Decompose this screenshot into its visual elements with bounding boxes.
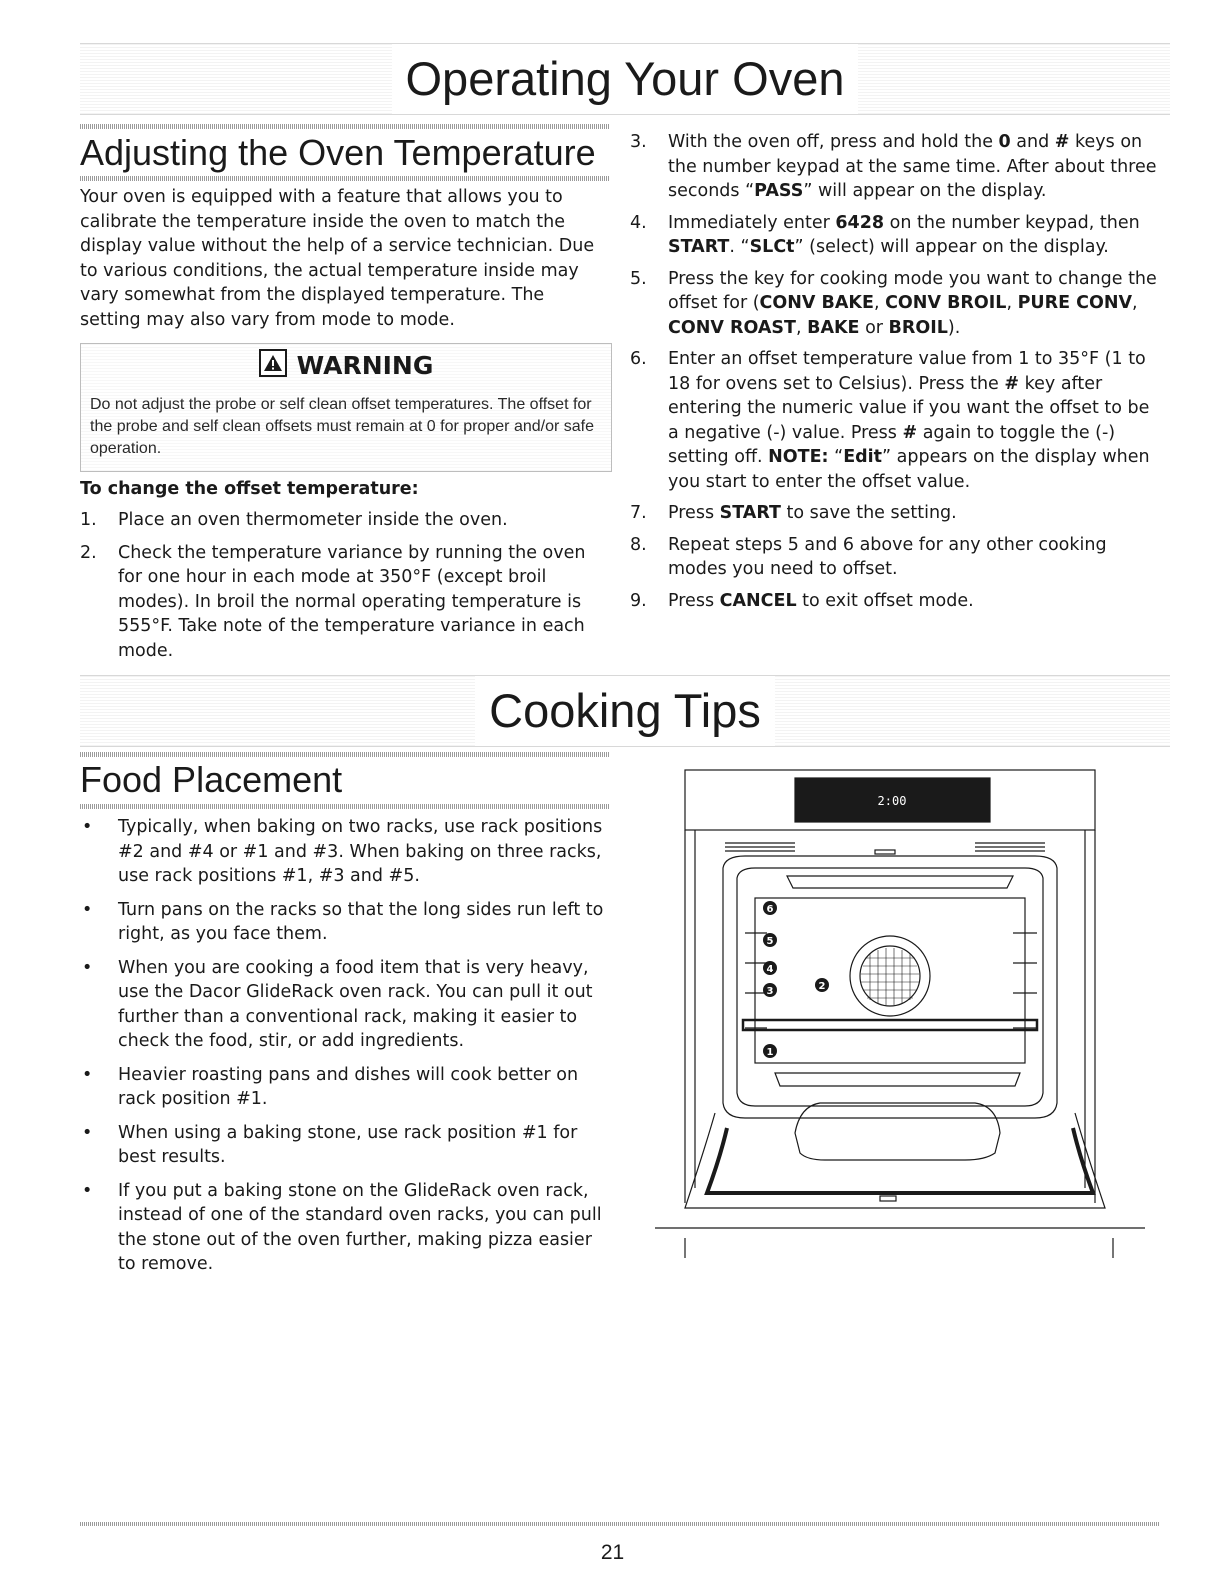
- steps-list-right: [630, 130, 1165, 613]
- section-banner-operating: [80, 43, 1170, 115]
- list-item: 4. Immediately enter 6428 on the number keypad, then START. “SLCt” (select) will appear on the display.: [630, 212, 1140, 257]
- list-item: 3. With the oven off, press and hold the 0 and # keys on the number keypad at the same time. After about three seconds “PASS” will appear on the display.: [630, 132, 1157, 201]
- rack-number-1: 1: [766, 1047, 774, 1058]
- rack-number-5: 5: [766, 936, 774, 947]
- footer-rule: [80, 1522, 1160, 1526]
- food-placement-list: [80, 815, 610, 1286]
- display-readout: 2:00: [877, 794, 907, 808]
- banner-title: Cooking Tips: [475, 676, 775, 746]
- steps-list-left: [80, 508, 605, 663]
- warning-text: Do not adjust the probe or self clean offset temperatures. The offset for the probe and self clean offsets must remain at 0 for proper and/or safe operation.: [90, 396, 594, 457]
- warning-heading: [81, 348, 611, 384]
- title-rule-top: [80, 752, 610, 757]
- list-item: 9. Press CANCEL to exit offset mode.: [630, 590, 974, 611]
- title-rule-bottom: [80, 176, 610, 181]
- list-item: 5. Press the key for cooking mode you want to change the offset for (CONV BAKE, CONV BROIL, PURE CONV, CONV ROAST, BAKE or BROIL).: [630, 268, 1157, 338]
- offset-subhead: To change the offset temperature:: [80, 479, 419, 499]
- list-item: 1. Place an oven thermometer inside the oven.: [80, 510, 508, 530]
- list-item: 7. Press START to save the setting.: [630, 503, 957, 523]
- list-item: 2. Check the temperature variance by running the oven for one hour in each mode at 350°F (except broil modes). In broil the normal operating temperature is 555°F. Take note of the temperature variance in each mode.: [80, 542, 586, 661]
- list-item: 6. Enter an offset temperature value from 1 to 35°F (1 to 18 for ovens set to Celsius). Press the # key after entering the numeric value if you want the offset to be a negative (-) value. Press # again to toggle the (-) setting off. NOTE: “Edit” appears on the display when you start to enter the offset value.: [630, 349, 1150, 492]
- rack-number-4: 4: [766, 964, 774, 975]
- list-item: • Turn pans on the racks so that the long sides run left to right, as you face them.: [82, 899, 604, 944]
- section-banner-cooking-tips: [80, 675, 1170, 747]
- food-placement-title: Food Placement: [80, 759, 343, 800]
- list-item: • When you are cooking a food item that is very heavy, use the Dacor GlideRack oven rack. You can pull it out further than a conventional rack, making it easier to check the food, stir, or add ingredients.: [82, 957, 593, 1051]
- warning-title: WARNING: [296, 351, 434, 380]
- rack-number-6: 6: [766, 904, 774, 915]
- warning-box: [80, 343, 612, 472]
- rack-number-3: 3: [766, 986, 774, 997]
- list-item: 8. Repeat steps 5 and 6 above for any other cooking modes you need to offset.: [630, 534, 1107, 579]
- rack-number-2: 2: [818, 981, 826, 992]
- banner-title: Operating Your Oven: [392, 44, 859, 114]
- list-item: • Typically, when baking on two racks, use rack positions #2 and #4 or #1 and #3. When baking on three racks, use rack positions #1, #3 and #5.: [82, 817, 603, 886]
- list-item: • If you put a baking stone on the GlideRack oven rack, instead of one of the standard oven racks, you can pull the stone out of the oven further, making pizza easier to remove.: [82, 1180, 602, 1274]
- title-rule-top: [80, 124, 610, 129]
- warning-triangle-icon: [259, 349, 287, 377]
- oven-rack-illustration: [645, 768, 1155, 1273]
- list-item: • Heavier roasting pans and dishes will cook better on rack position #1.: [82, 1064, 579, 1109]
- list-item: • When using a baking stone, use rack position #1 for best results.: [82, 1122, 578, 1167]
- page-number: 21: [600, 1541, 625, 1564]
- adjusting-title: Adjusting the Oven Temperature: [80, 132, 596, 173]
- title-rule-bottom: [80, 804, 610, 809]
- adjusting-intro: Your oven is equipped with a feature that allows you to calibrate the temperature inside the oven to match the display value without the help of a service technician. Due to various conditions, the actual temperature inside may vary somewhat from the displayed temperature. The setting may also vary from mode to mode.: [80, 187, 595, 330]
